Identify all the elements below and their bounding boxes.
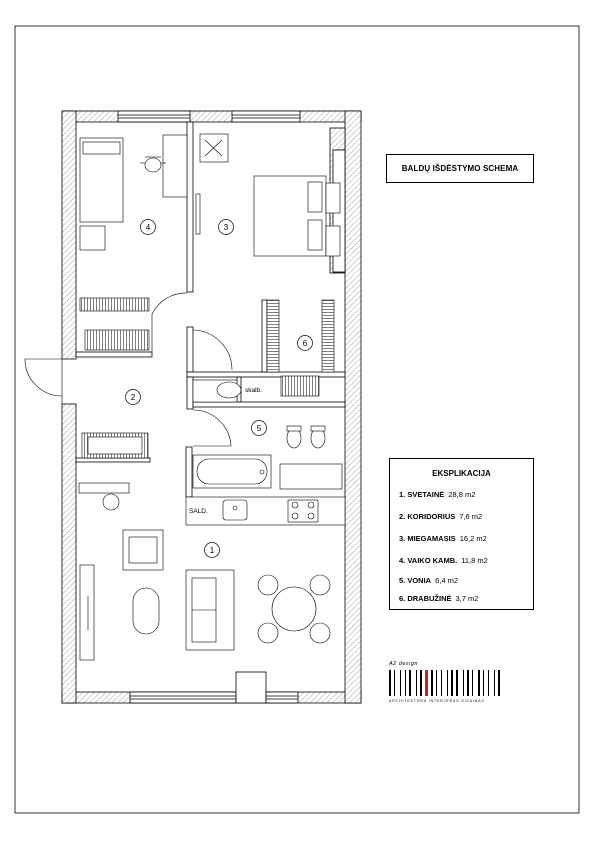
barcode-bar	[456, 670, 458, 696]
legend-item-5: 5. VONIA 6,4 m2	[399, 576, 459, 585]
svg-text:6: 6	[302, 339, 308, 348]
barcode-bar	[425, 670, 428, 696]
room3-furniture	[200, 134, 340, 256]
legend-item-3: 3. MIEGAMASIS 16,2 m2	[399, 534, 487, 543]
barcode-bar	[389, 670, 391, 696]
label-skalb: skalb.	[245, 387, 262, 394]
barcode-bar	[436, 670, 437, 696]
logo-barcode	[389, 670, 500, 696]
marker-3	[219, 220, 234, 235]
barcode-bar	[420, 670, 422, 696]
explication-legend	[389, 458, 534, 610]
drawing-title: BALDŲ IŠDĖSTYMO SCHEMA	[386, 154, 534, 183]
marker-1	[205, 543, 220, 558]
marker-4	[141, 220, 156, 235]
legend-item-6: 6. DRABUŽINĖ 3,7 m2	[399, 594, 479, 603]
barcode-bar	[441, 670, 442, 696]
barcode-bar	[483, 670, 484, 696]
barcode-bar	[451, 670, 453, 696]
brand-tagline: ARCHITEKTŪRA INTERJERAS DIZAINAS	[389, 699, 485, 703]
svg-text:4: 4	[145, 223, 151, 232]
svg-text:2: 2	[130, 393, 136, 402]
svg-text:1: 1	[209, 546, 215, 555]
legend-item-4: 4. VAIKO KAMB. 11,8 m2	[399, 556, 488, 565]
barcode-bar	[400, 670, 401, 696]
brand-logo-text: A2 design	[389, 661, 418, 667]
barcode-bar	[447, 670, 448, 696]
barcode-bar	[394, 670, 395, 696]
barcode-bar	[405, 670, 406, 696]
barcode-bar	[498, 670, 500, 696]
legend-title: EKSPLIKACIJA	[432, 469, 491, 478]
barcode-bar	[416, 670, 417, 696]
marker-6	[298, 336, 313, 351]
barcode-bar	[409, 670, 411, 696]
kitchen-counter	[186, 497, 345, 525]
svg-text:5: 5	[256, 424, 262, 433]
room4-furniture	[80, 135, 187, 350]
barcode-bar	[431, 670, 433, 696]
marker-5	[252, 421, 267, 436]
doors	[25, 194, 232, 446]
barcode-bar	[488, 670, 489, 696]
barcode-bar	[463, 670, 464, 696]
svg-text:3: 3	[223, 223, 229, 232]
marker-2	[126, 390, 141, 405]
bathroom-fixtures	[193, 426, 342, 489]
barcode-bar	[472, 670, 473, 696]
legend-item-2: 2. KORIDORIUS 7,6 m2	[399, 512, 483, 521]
barcode-bar	[478, 670, 480, 696]
label-sald: SALD.	[189, 508, 208, 515]
legend-item-1: 1. SVETAINĖ 28,8 m2	[399, 490, 476, 499]
barcode-bar	[494, 670, 495, 696]
barcode-bar	[467, 670, 469, 696]
